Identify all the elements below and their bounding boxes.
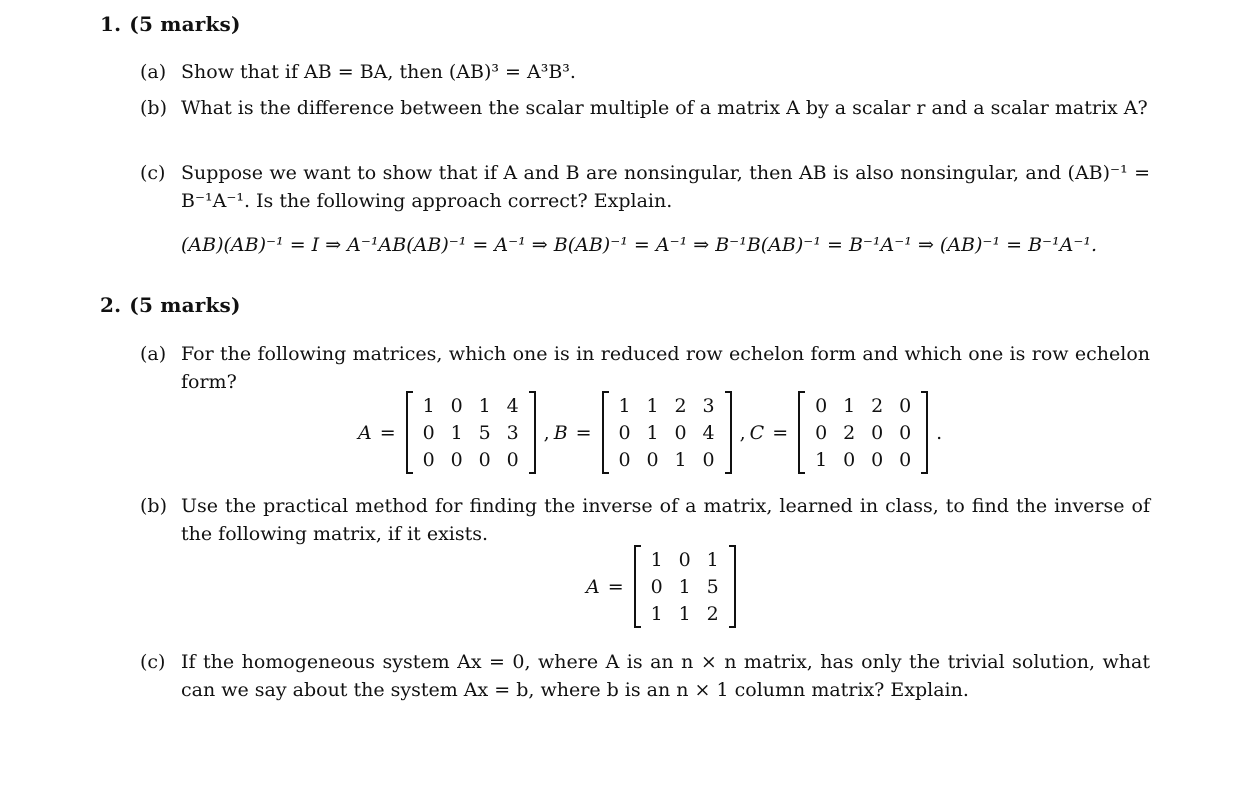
question-1-heading — [100, 12, 241, 36]
matrix-cell: 0 — [650, 575, 663, 598]
matrix-cell: 0 — [678, 548, 691, 571]
matrix-cell: 0 — [871, 448, 884, 471]
question-number: 2. — [100, 293, 122, 317]
equals-sign: = — [379, 421, 396, 444]
matrix-cell: 5 — [478, 421, 491, 444]
q2-part-c — [140, 648, 1150, 704]
part-text: For the following matrices, which one is in reduced row echelon form and which one is row echelon form? — [181, 343, 1150, 393]
matrix-cell: 1 — [843, 394, 856, 417]
equals-sign: = — [575, 421, 592, 444]
matrix-cell: 3 — [506, 421, 519, 444]
period: . — [936, 421, 943, 444]
question-marks: (5 marks) — [129, 293, 241, 317]
matrix-cell: 1 — [815, 448, 828, 471]
matrix-cell: 2 — [871, 394, 884, 417]
matrix-cell: 5 — [706, 575, 719, 598]
part-text: Use the practical method for finding the inverse of a matrix, learned in class, to find the inverse of the following matrix, if it exists. — [181, 495, 1150, 545]
matrix-cell: 1 — [650, 548, 663, 571]
question-2-heading — [100, 293, 241, 317]
comma: , — [543, 421, 550, 444]
matrix-cell: 0 — [450, 448, 463, 471]
matrix-cell: 0 — [422, 448, 435, 471]
matrix-cell: 1 — [478, 394, 491, 417]
matrix-cell: 1 — [650, 602, 663, 625]
part-text: What is the difference between the scalar multiple of a matrix A by a scalar r and a scalar matrix A? — [181, 97, 1148, 119]
matrix-cell: 2 — [706, 602, 719, 625]
q1-part-c — [140, 159, 1150, 215]
q2-part-a — [140, 340, 1150, 396]
part-label: (a) — [140, 343, 167, 365]
part-label: (a) — [140, 61, 167, 83]
matrix-cell: 1 — [422, 394, 435, 417]
matrix-cell: 1 — [678, 575, 691, 598]
matrix-to-invert — [634, 546, 736, 627]
part-label: (b) — [140, 97, 167, 119]
matrix-cell: 0 — [815, 421, 828, 444]
matrix-cell: 1 — [674, 448, 687, 471]
matrix-cell: 0 — [674, 421, 687, 444]
matrix-cell: 2 — [674, 394, 687, 417]
part-text: If the homogeneous system Ax = 0, where A is an n × n matrix, has only the trivial solution, what can we say about the system Ax = b, where b is an n × 1 column matrix? Explain. — [181, 651, 1150, 701]
matrix-cell: 1 — [678, 602, 691, 625]
q2-part-b — [140, 492, 1150, 548]
matrices-row — [358, 392, 946, 473]
matrix-cell: 1 — [646, 394, 659, 417]
matrix-cell: 0 — [815, 394, 828, 417]
q1-part-b — [140, 94, 1150, 122]
matrix-name: A — [358, 421, 372, 444]
matrix-cell: 1 — [646, 421, 659, 444]
q1-part-a — [140, 58, 1150, 86]
question-number: 1. — [100, 12, 122, 36]
matrix-cell: 3 — [702, 394, 715, 417]
derivation-line: (AB)(AB)⁻¹ = I ⇒ A⁻¹AB(AB)⁻¹ = A⁻¹ ⇒ B(AB)⁻¹ = A⁻¹ ⇒ B⁻¹B(AB)⁻¹ = B⁻¹A⁻¹ ⇒ (AB)⁻¹ = B⁻¹A⁻¹. — [181, 234, 1098, 256]
matrix-c — [798, 392, 928, 473]
matrix-cell: 0 — [899, 394, 912, 417]
matrix-cell: 0 — [618, 421, 631, 444]
part-label: (b) — [140, 495, 167, 517]
matrix-cell: 1 — [450, 421, 463, 444]
matrix-cell: 0 — [478, 448, 491, 471]
matrix-name: B — [553, 421, 568, 444]
matrix-cell: 4 — [506, 394, 519, 417]
inverse-matrix-row — [586, 546, 740, 627]
matrix-cell: 4 — [702, 421, 715, 444]
matrix-cell: 0 — [843, 448, 856, 471]
matrix-b — [602, 392, 732, 473]
part-text: Suppose we want to show that if A and B are nonsingular, then AB is also nonsingular, and (AB)⁻¹ = B⁻¹A⁻¹. Is the following approach correct? Explain. — [181, 162, 1150, 212]
part-label: (c) — [140, 162, 166, 184]
matrix-name: C — [749, 421, 765, 444]
matrix-cell: 0 — [422, 421, 435, 444]
matrix-cell: 1 — [618, 394, 631, 417]
matrix-cell: 0 — [899, 421, 912, 444]
matrix-cell: 0 — [618, 448, 631, 471]
part-text: Show that if AB = BA, then (AB)³ = A³B³. — [181, 61, 576, 83]
matrix-cell: 0 — [702, 448, 715, 471]
matrix-cell: 1 — [706, 548, 719, 571]
matrix-a — [406, 392, 536, 473]
comma: , — [739, 421, 746, 444]
matrix-cell: 0 — [899, 448, 912, 471]
matrix-cell: 0 — [506, 448, 519, 471]
matrix-cell: 2 — [843, 421, 856, 444]
question-marks: (5 marks) — [129, 12, 241, 36]
matrix-cell: 0 — [646, 448, 659, 471]
matrix-cell: 0 — [871, 421, 884, 444]
equals-sign: = — [772, 421, 789, 444]
equals-sign: = — [607, 575, 624, 598]
matrix-name: A — [586, 575, 600, 598]
part-label: (c) — [140, 651, 166, 673]
matrix-cell: 0 — [450, 394, 463, 417]
